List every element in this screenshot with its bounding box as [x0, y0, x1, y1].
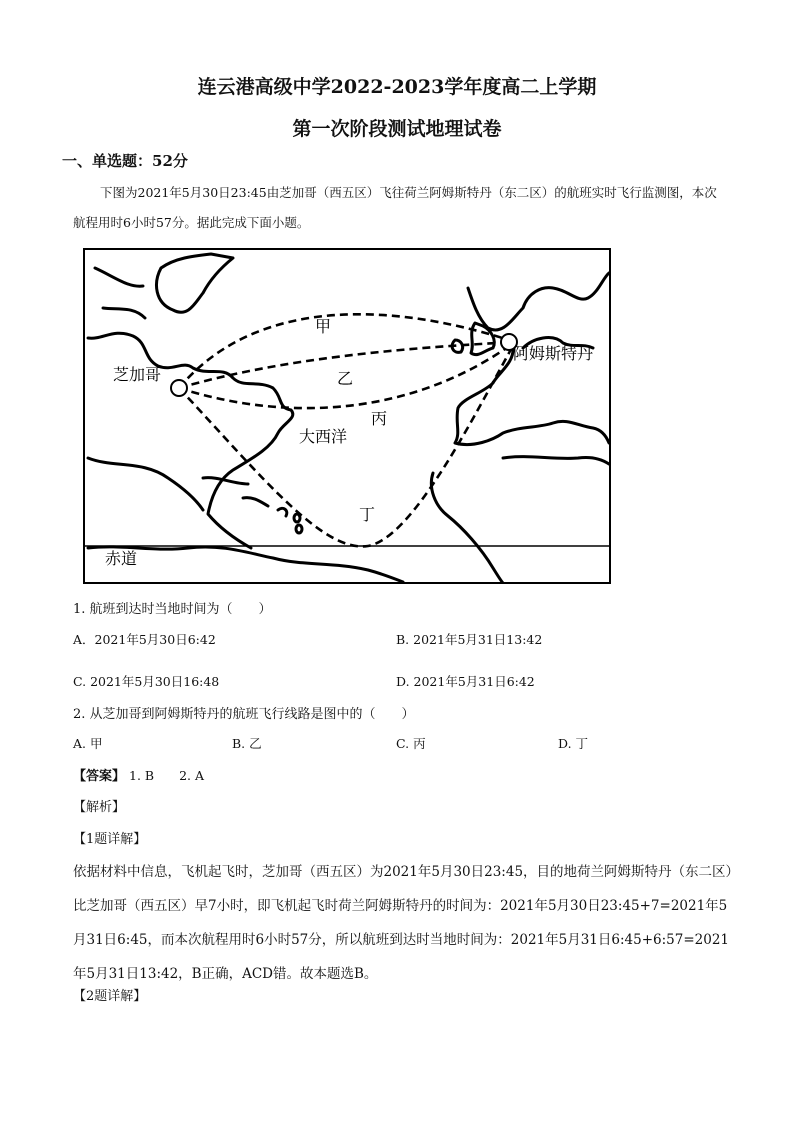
question-1-stem: 1. 航班到达时当地时间为（ ） — [73, 602, 272, 617]
answer-row — [73, 765, 204, 784]
label-route-bing: 丙 — [371, 411, 388, 428]
q2-option-d[interactable]: D. 丁 — [558, 736, 589, 751]
exam-title-line1: 连云港高级中学2022-2023学年度高二上学期 — [197, 76, 597, 98]
exam-title-line2: 第一次阶段测试地理试卷 — [292, 118, 502, 140]
answer-value: 1. B 2. A — [129, 768, 205, 783]
answer-tag: 【答案】 — [73, 769, 126, 784]
label-route-jia: 甲 — [315, 319, 332, 336]
label-atlantic: 大西洋 — [299, 429, 348, 446]
label-equator: 赤道 — [105, 551, 138, 568]
q1-option-a[interactable]: A．2021年5月30日6:42 — [73, 632, 216, 647]
label-amsterdam: 阿姆斯特丹 — [513, 346, 594, 363]
label-route-yi: 乙 — [337, 371, 354, 388]
q1-option-c[interactable]: C. 2021年5月30日16:48 — [73, 674, 220, 689]
chicago-marker — [171, 380, 187, 396]
analysis-tag: 【解析】 — [73, 800, 126, 815]
q2-option-a[interactable]: A. 甲 — [73, 736, 103, 751]
label-route-ding: 丁 — [359, 507, 376, 524]
detail-1-text: 依据材料中信息，飞机起飞时，芝加哥（西五区）为2021年5月30日23:45，目的地荷兰阿姆斯特丹（东二区）比芝加哥（西五区）早7小时，即飞机起飞时荷兰阿姆斯特丹的时间为：2021年5月30日23:45+7=2021年5月31日6:45，而本次航程用时6小时57分，所以航班到达时当地时间为：2021年5月31日6:45+6:57=2021年5月31日13:42，B正确，ACD错。故本题选B。 — [73, 864, 733, 982]
q1-option-b[interactable]: B. 2021年5月31日13:42 — [396, 632, 543, 647]
intro-paragraph: 下图为2021年5月30日23:45由芝加哥（西五区）飞往荷兰阿姆斯特丹（东二区）的航班实时飞行监测图，本次航程用时6小时57分。据此完成下面小题。 — [73, 185, 717, 230]
label-chicago: 芝加哥 — [113, 367, 162, 384]
q1-option-d[interactable]: D. 2021年5月31日6:42 — [396, 674, 535, 689]
q2-option-b[interactable]: B. 乙 — [232, 736, 262, 751]
section-heading: 一、单选题：52分 — [62, 152, 188, 170]
question-2-stem: 2. 从芝加哥到阿姆斯特丹的航班飞行线路是图中的（ ） — [73, 707, 415, 722]
q2-option-c[interactable]: C. 丙 — [396, 736, 426, 751]
flight-route-map — [83, 248, 611, 584]
detail-2-tag: 【2题详解】 — [73, 989, 147, 1004]
detail-1-tag: 【1题详解】 — [73, 832, 147, 847]
